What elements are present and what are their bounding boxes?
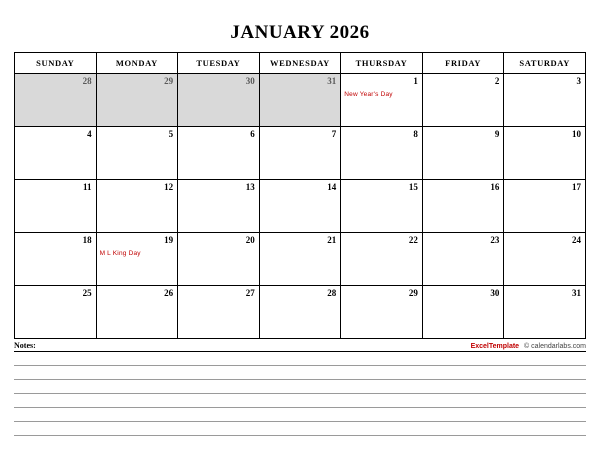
- day-number: 1: [413, 76, 418, 86]
- day-number: 27: [245, 288, 255, 298]
- day-number: 26: [164, 288, 174, 298]
- day-cell[interactable]: [96, 74, 178, 127]
- day-cell[interactable]: [341, 233, 423, 286]
- day-cell[interactable]: [178, 127, 260, 180]
- day-number: 17: [572, 182, 581, 192]
- credit-brand: ExcelTemplate: [470, 343, 520, 350]
- day-cell[interactable]: [422, 233, 504, 286]
- day-number: 18: [82, 235, 92, 245]
- day-number: 11: [83, 182, 92, 192]
- day-number: 22: [408, 235, 418, 245]
- day-cell[interactable]: [504, 127, 586, 180]
- day-cell[interactable]: [504, 180, 586, 233]
- day-cell[interactable]: [15, 286, 97, 339]
- day-number: 28: [327, 288, 337, 298]
- day-number: 19: [164, 235, 174, 245]
- day-number: 21: [327, 235, 337, 245]
- day-cell[interactable]: [15, 180, 97, 233]
- calendar-grid: [14, 52, 586, 339]
- weekday-header-monday: MONDAY: [96, 53, 178, 74]
- day-cell[interactable]: [96, 233, 178, 286]
- day-event: M L King Day: [99, 250, 141, 257]
- day-number: 30: [490, 288, 500, 298]
- day-number: 20: [245, 235, 255, 245]
- calendar-week-row: [15, 74, 586, 127]
- day-cell[interactable]: [341, 286, 423, 339]
- credit: [471, 343, 586, 350]
- day-number: 29: [164, 76, 174, 86]
- day-cell[interactable]: [504, 74, 586, 127]
- day-cell[interactable]: [15, 233, 97, 286]
- day-cell[interactable]: [504, 233, 586, 286]
- day-cell[interactable]: [259, 286, 341, 339]
- weekday-header-saturday: SATURDAY: [504, 53, 586, 74]
- day-number: 24: [572, 235, 581, 245]
- day-number: 12: [164, 182, 174, 192]
- day-cell[interactable]: [422, 127, 504, 180]
- calendar-week-row: [15, 127, 586, 180]
- day-cell[interactable]: [178, 74, 260, 127]
- day-number: 31: [572, 288, 581, 298]
- day-cell[interactable]: [96, 180, 178, 233]
- day-number: 30: [245, 76, 255, 86]
- day-cell[interactable]: [259, 127, 341, 180]
- day-number: 4: [87, 129, 92, 139]
- day-cell[interactable]: [422, 180, 504, 233]
- day-number: 3: [576, 76, 581, 86]
- page-title: JANUARY 2026: [230, 22, 370, 43]
- day-number: 25: [82, 288, 92, 298]
- day-number: 6: [250, 129, 255, 139]
- notes-line[interactable]: [14, 408, 586, 422]
- day-cell[interactable]: [15, 127, 97, 180]
- day-cell[interactable]: [422, 286, 504, 339]
- day-cell[interactable]: [422, 74, 504, 127]
- day-number: 23: [490, 235, 500, 245]
- day-number: 15: [408, 182, 418, 192]
- weekday-header-sunday: SUNDAY: [15, 53, 97, 74]
- notes-line[interactable]: [14, 366, 586, 380]
- day-cell[interactable]: [341, 74, 423, 127]
- notes-line[interactable]: [14, 352, 586, 366]
- weekday-header-thursday: THURSDAY: [341, 53, 423, 74]
- day-cell[interactable]: [178, 233, 260, 286]
- day-cell[interactable]: [178, 180, 260, 233]
- day-number: 29: [408, 288, 418, 298]
- day-cell[interactable]: [178, 286, 260, 339]
- day-number: 14: [327, 182, 337, 192]
- notes-lines: [14, 352, 586, 436]
- calendar-week-row: [15, 286, 586, 339]
- day-number: 8: [413, 129, 418, 139]
- notes-label: Notes:: [14, 341, 36, 350]
- notes-header: [14, 341, 586, 352]
- day-number: 31: [327, 76, 337, 86]
- day-number: 2: [494, 76, 500, 86]
- day-number: 10: [572, 129, 581, 139]
- day-cell[interactable]: [504, 286, 586, 339]
- day-number: 5: [168, 129, 174, 139]
- weekday-header-row: [15, 53, 586, 74]
- day-number: 9: [494, 129, 500, 139]
- calendar-week-row: [15, 233, 586, 286]
- notes-line[interactable]: [14, 380, 586, 394]
- day-cell[interactable]: [96, 127, 178, 180]
- credit-site: © calendarlabs.com: [524, 343, 586, 350]
- day-cell[interactable]: [96, 286, 178, 339]
- notes-line[interactable]: [14, 394, 586, 408]
- day-cell[interactable]: [259, 233, 341, 286]
- day-number: 13: [245, 182, 255, 192]
- day-cell[interactable]: [341, 127, 423, 180]
- calendar-week-row: [15, 180, 586, 233]
- day-event: New Year's Day: [344, 91, 393, 98]
- day-number: 28: [82, 76, 92, 86]
- day-cell[interactable]: [259, 180, 341, 233]
- day-cell[interactable]: [259, 74, 341, 127]
- weekday-header-wednesday: WEDNESDAY: [259, 53, 341, 74]
- day-cell[interactable]: [15, 74, 97, 127]
- day-cell[interactable]: [341, 180, 423, 233]
- weekday-header-friday: FRIDAY: [422, 53, 504, 74]
- notes-line[interactable]: [14, 422, 586, 436]
- weekday-header-tuesday: TUESDAY: [178, 53, 260, 74]
- day-number: 16: [490, 182, 500, 192]
- day-number: 7: [331, 129, 337, 139]
